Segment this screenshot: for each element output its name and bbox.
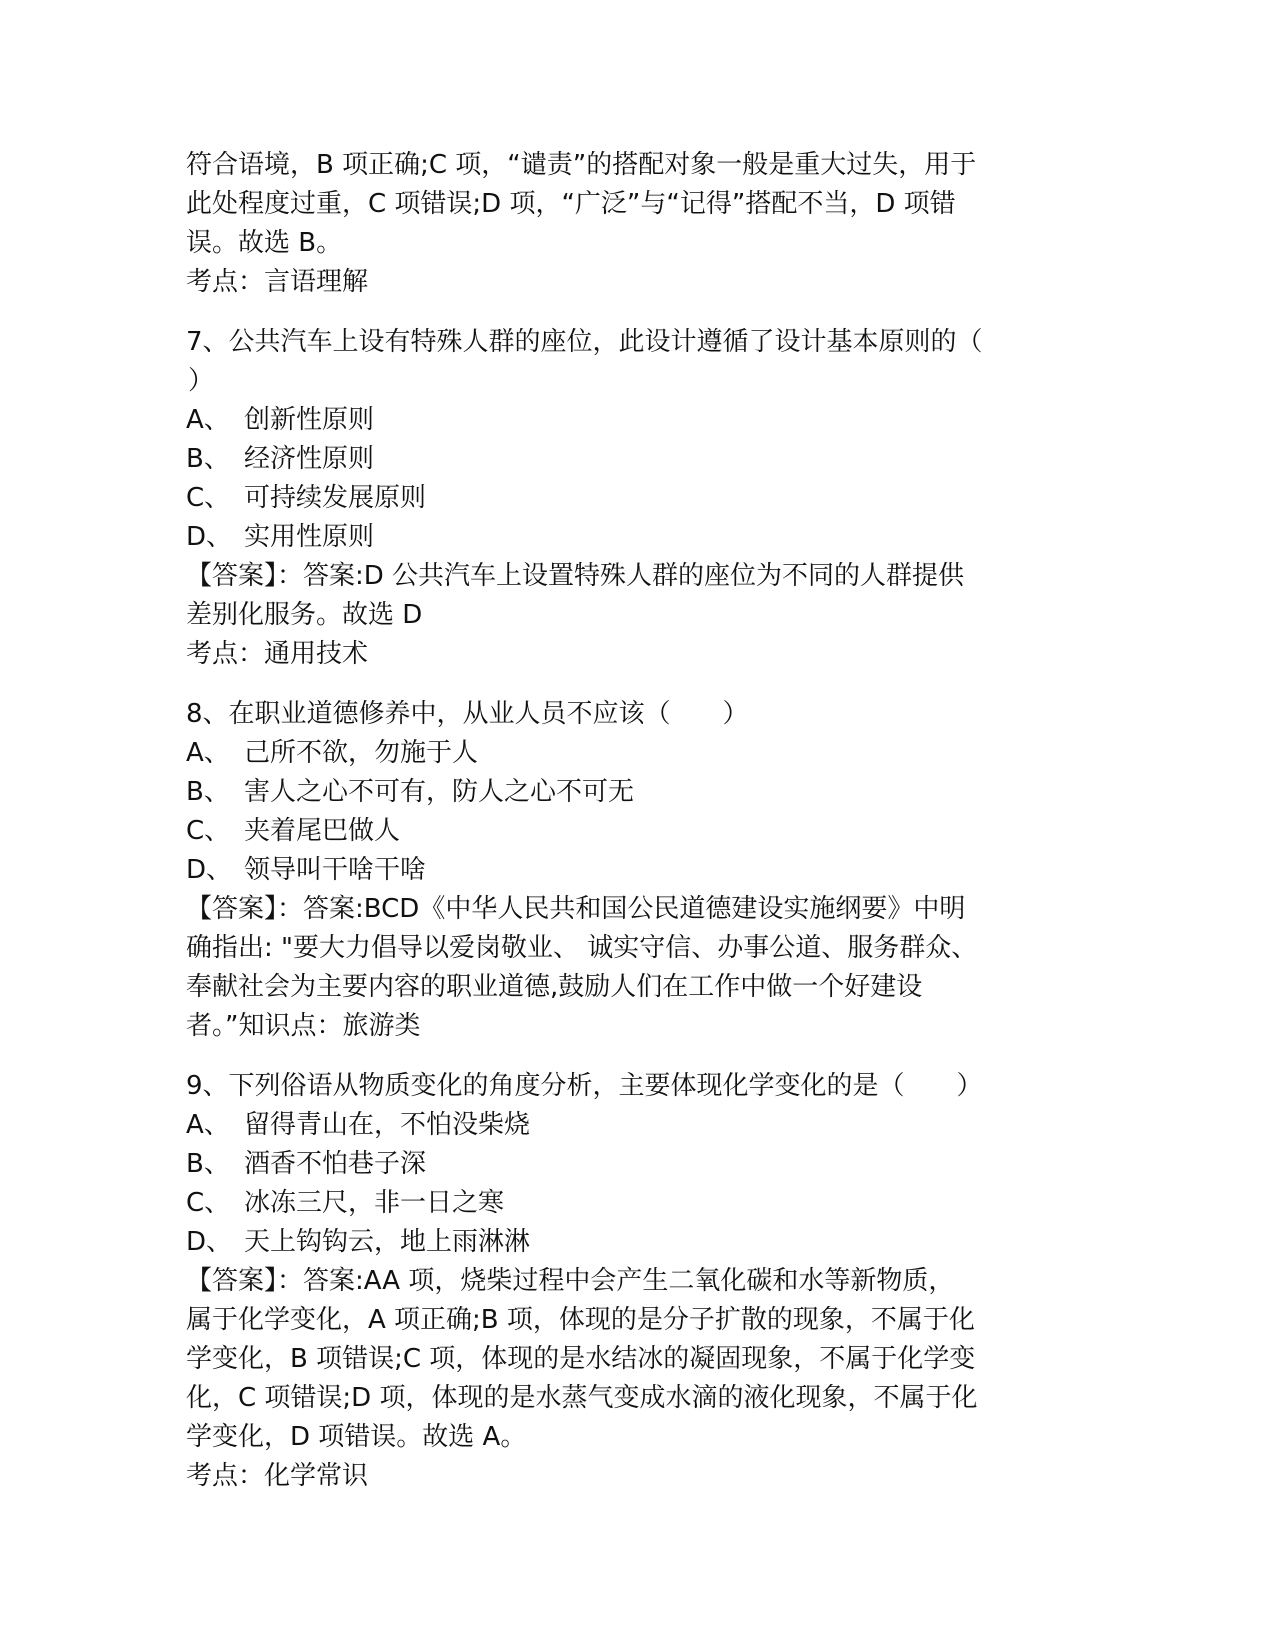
- option-text: 领导叫干啥干啥: [244, 855, 427, 885]
- option-c: [186, 812, 1086, 851]
- question-stem: 9、下列俗语从物质变化的角度分析，主要体现化学变化的是（ ）: [186, 1071, 983, 1101]
- option-letter: C、: [186, 816, 231, 846]
- answer-line: 确指出: "要大力倡导以爱岗敬业、 诚实守信、办事公道、服务群众、: [186, 933, 978, 963]
- option-letter: A、: [186, 738, 230, 768]
- option-a: [186, 401, 1086, 440]
- option-text: 留得青山在，不怕没柴烧: [244, 1110, 531, 1140]
- option-b: [186, 773, 1086, 812]
- intro-topic: 考点：言语理解: [186, 267, 369, 297]
- option-text: 夹着尾巴做人: [244, 816, 401, 846]
- option-a: [186, 734, 1086, 773]
- answer-line: 奉献社会为主要内容的职业道德,鼓励人们在工作中做一个好建设: [186, 972, 923, 1002]
- option-letter: D、: [186, 855, 233, 885]
- question-stem: ）: [188, 366, 215, 396]
- answer-line: 【答案】：答案:D 公共汽车上设置特殊人群的座位为不同的人群提供: [186, 561, 965, 591]
- answer-line: 【答案】：答案:BCD《中华人民共和国公民道德建设实施纲要》中明: [186, 894, 966, 924]
- answer-line: 者。”知识点：旅游类: [186, 1011, 421, 1041]
- answer-line: 属于化学变化，A 项正确;B 项，体现的是分子扩散的现象，不属于化: [186, 1305, 975, 1335]
- intro-line: 误。故选 B。: [186, 228, 343, 258]
- question-topic: 考点：化学常识: [186, 1461, 369, 1491]
- answer-line: 差别化服务。故选 D: [186, 600, 423, 630]
- answer-line: 学变化，B 项错误;C 项，体现的是水结冰的凝固现象，不属于化学变: [186, 1344, 976, 1374]
- option-b: [186, 440, 1086, 479]
- option-a: [186, 1106, 1086, 1145]
- intro-block: [186, 146, 1086, 302]
- option-text: 酒香不怕巷子深: [244, 1149, 427, 1179]
- option-text: 冰冻三尺，非一日之寒: [244, 1188, 505, 1218]
- option-c: [186, 479, 1086, 518]
- question-9: [186, 1067, 1086, 1496]
- option-letter: D、: [186, 522, 233, 552]
- option-letter: A、: [186, 405, 230, 435]
- document-page: [186, 146, 1086, 1496]
- option-d: [186, 518, 1086, 557]
- option-d: [186, 1223, 1086, 1262]
- option-letter: D、: [186, 1227, 233, 1257]
- option-text: 实用性原则: [244, 522, 375, 552]
- option-letter: B、: [186, 777, 230, 807]
- option-letter: C、: [186, 483, 231, 513]
- answer-line: 化，C 项错误;D 项，体现的是水蒸气变成水滴的液化现象，不属于化: [186, 1383, 978, 1413]
- option-text: 天上钩钩云，地上雨淋淋: [244, 1227, 531, 1257]
- option-letter: C、: [186, 1188, 231, 1218]
- option-text: 可持续发展原则: [244, 483, 427, 513]
- answer-line: 【答案】：答案:AA 项，烧柴过程中会产生二氧化碳和水等新物质，: [186, 1266, 955, 1296]
- option-c: [186, 1184, 1086, 1223]
- question-stem: 8、在职业道德修养中，从业人员不应该（ ）: [186, 699, 749, 729]
- option-text: 创新性原则: [244, 405, 375, 435]
- option-letter: B、: [186, 444, 230, 474]
- answer-line: 学变化，D 项错误。故选 A。: [186, 1422, 527, 1452]
- intro-line: 此处程度过重，C 项错误;D 项，“广泛”与“记得”搭配不当，D 项错: [186, 189, 956, 219]
- question-topic: 考点：通用技术: [186, 639, 369, 669]
- option-text: 己所不欲，勿施于人: [244, 738, 479, 768]
- option-letter: B、: [186, 1149, 230, 1179]
- option-b: [186, 1145, 1086, 1184]
- option-text: 害人之心不可有，防人之心不可无: [244, 777, 635, 807]
- option-text: 经济性原则: [244, 444, 375, 474]
- question-8: [186, 695, 1086, 1046]
- option-d: [186, 851, 1086, 890]
- option-letter: A、: [186, 1110, 230, 1140]
- question-7: [186, 323, 1086, 674]
- intro-line: 符合语境，B 项正确;C 项，“谴责”的搭配对象一般是重大过失，用于: [186, 150, 977, 180]
- question-stem: 7、公共汽车上设有特殊人群的座位，此设计遵循了设计基本原则的（: [186, 327, 983, 357]
